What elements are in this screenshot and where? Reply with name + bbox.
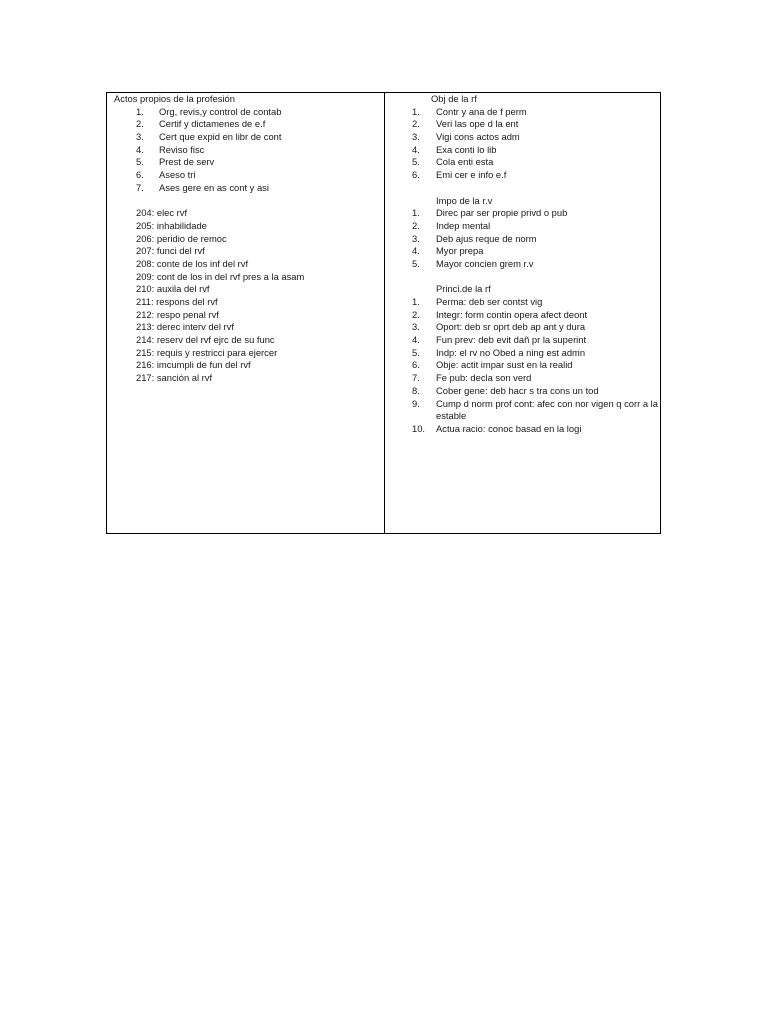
principle-item-number: 10. [412,422,426,434]
principle-item [394,309,659,322]
profession-acts-item-text: Ases gere en as cont y asi [159,181,269,193]
article-item: 211: respons del rvf [136,296,218,307]
principle-item-text: Fe pub: decla son verd [436,372,532,384]
importance-item [394,258,659,271]
principle-item [394,347,659,360]
importance-item-text: Myor prepa [436,245,484,257]
objective-item-text: Cola enti esta [436,156,494,168]
profession-acts-item-number: 2. [136,118,144,130]
principle-item [394,423,659,436]
article-item: 205: inhabilidade [136,219,207,231]
objective-item-text: Emi cer e info e.f [436,169,507,181]
left-column-title: Actos propios de la profesión [114,93,235,104]
profession-acts-item-number: 6. [136,169,144,181]
importance-item-number: 2. [412,219,420,231]
objective-item-text: Exa conti lo lib [436,143,497,155]
principle-item-text: Oport: deb sr oprt deb ap ant y dura [436,321,586,333]
importance-item-text: Deb ajus reque de norm [436,232,537,244]
article-item: 217: sanción al rvf [136,372,213,384]
importance-item [394,245,659,258]
importance-item-text: Direc par ser propie privd o pub [436,207,568,219]
principle-item-text: Obje: actit impar sust en la realid [436,359,573,371]
article-item: 216: imcumpli de fun del rvf [136,359,251,371]
right-column [394,93,659,436]
article-item: 214: reserv del rvf ejrc de su func [136,334,275,346]
article-item: 210: auxila del rvf [136,283,210,295]
objectives-title: Obj de la rf [431,93,477,104]
article-item: 215: requis y restricci para ejercer [136,346,278,358]
profession-acts-item-number: 5. [136,156,144,168]
profession-acts-item [114,144,379,157]
profession-acts-item [114,182,379,195]
importance-item-number: 3. [412,232,420,244]
importance-item-number: 1. [412,207,420,219]
article-item: 209: cont de los in del rvf pres a la asam [136,270,305,282]
profession-acts-item-text: Cert que expid en libr de cont [159,131,282,143]
principle-item-number: 4. [412,334,420,346]
principle-item [394,385,659,398]
profession-acts-item [114,156,379,169]
principle-item-number: 5. [412,346,420,358]
profession-acts-item [114,106,379,119]
column-divider [384,92,385,534]
principle-item [394,321,659,334]
objective-item-number: 3. [412,131,420,143]
objective-item [394,106,659,119]
principle-item-text: Actua racio: conoc basad en la logi [436,422,582,434]
principle-item-text: Indp: el rv no Obed a ning est admn [436,346,586,358]
principle-item-number: 6. [412,359,420,371]
profession-acts-item-text: Certif y dictamenes de e.f [159,118,266,130]
objective-item [394,118,659,131]
objective-item [394,156,659,169]
importance-item [394,207,659,220]
principle-item-text: Cober gene: deb hacr s tra cons un tod [436,384,599,396]
profession-acts-item [114,169,379,182]
importance-item-text: Mayor concien grem r.v [436,257,534,269]
importance-item [394,233,659,246]
importance-item-number: 5. [412,257,420,269]
principle-item-number: 2. [412,308,420,320]
importance-item [394,220,659,233]
left-column [114,93,379,385]
profession-acts-item-number: 7. [136,181,144,193]
principle-item-text: Perma: deb ser contst vig [436,296,543,307]
article-item: 206: peridio de remoc [136,232,227,244]
profession-acts-item-number: 3. [136,131,144,143]
objective-item-number: 1. [412,105,420,117]
objective-item-number: 2. [412,118,420,130]
profession-acts-item-text: Aseso tri [159,169,196,181]
principle-item-text: Integr: form contin opera afect deont [436,308,588,320]
objective-item [394,131,659,144]
principle-item [394,334,659,347]
principles-title: Princi.de la rf [436,283,491,295]
profession-acts-item [114,118,379,131]
profession-acts-item [114,131,379,144]
article-item: 213: derec interv del rvf [136,321,234,333]
principle-item [394,398,659,423]
principle-item-number: 1. [412,296,420,307]
importance-title: Impo de la r.v [436,194,493,206]
profession-acts-item-number: 1. [136,105,144,117]
importance-item-text: Indep mental [436,219,491,231]
principle-item [394,359,659,372]
article-item: 204: elec rvf [136,207,188,219]
profession-acts-item-text: Reviso fisc [159,143,205,155]
profession-acts-item-text: Org, revis,y control de contab [159,105,282,117]
principle-item-text: Fun prev: deb evit dañ pr la superint [436,334,587,346]
profession-acts-item-number: 4. [136,143,144,155]
principle-item [394,296,659,309]
principle-item-number: 7. [412,372,420,384]
principle-item-number: 8. [412,384,420,396]
article-item: 212: respo penal rvf [136,308,219,320]
objective-item-text: Contr y ana de f perm [436,105,527,117]
objective-item-number: 5. [412,156,420,168]
objective-item-text: Vigi cons actos adm [436,131,520,143]
principle-item-number: 9. [412,397,420,409]
principle-item-text: Cump d norm prof cont: afec con nor vigen q corr a la estable [436,397,658,422]
objective-item [394,169,659,182]
principle-item [394,372,659,385]
objective-item-number: 6. [412,169,420,181]
importance-item-number: 4. [412,245,420,257]
principle-item-number: 3. [412,321,420,333]
article-item: 208: conte de los inf del rvf [136,257,249,269]
objective-item-text: Veri las ope d la ent [436,118,519,130]
article-item: 207: funci del rvf [136,245,205,257]
objective-item [394,144,659,157]
objective-item-number: 4. [412,143,420,155]
profession-acts-item-text: Prest de serv [159,156,215,168]
